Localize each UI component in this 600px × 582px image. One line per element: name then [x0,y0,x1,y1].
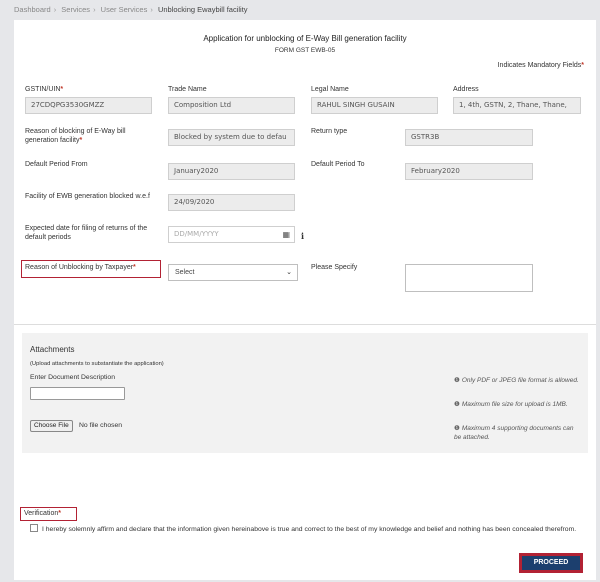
attachments-section [22,333,588,453]
please-specify-textarea[interactable] [405,264,533,292]
verification-label: Verification* [24,510,61,517]
breadcrumb-services[interactable]: Services [61,5,91,14]
return-type-field: GSTR3B [405,129,533,146]
please-specify-label: Please Specify [311,264,358,271]
default-from-field: January2020 [168,163,295,180]
proceed-button[interactable]: PROCEED [519,553,583,573]
calendar-icon[interactable]: ▦ [282,230,290,239]
trade-name-field: Composition Ltd [168,97,295,114]
document-description-label: Enter Document Description [30,374,115,381]
unblock-reason-select[interactable]: Select ⌄ [168,264,298,281]
breadcrumb-current: Unblocking Ewaybill facility [157,5,248,14]
address-label: Address [453,86,479,93]
blocked-wef-field: 24/09/2020 [168,194,295,211]
choose-file-button[interactable]: Choose File [30,420,73,432]
blocked-wef-label: Facility of EWB generation blocked w.e.f [25,193,150,200]
legal-name-field: RAHUL SINGH GUSAIN [311,97,438,114]
default-from-label: Default Period From [25,161,88,168]
breadcrumb-user-services[interactable]: User Services [100,5,148,14]
unblock-reason-label: Reason of Unblocking by Taxpayer* [25,264,136,271]
info-circle-icon: ❶ [454,401,460,408]
attachments-title: Attachments [30,345,75,354]
verification-text: I hereby solemnly affirm and declare that the information given hereinabove is true and correct to the best of my knowledge and belief and nothing has been concealed therefrom. [42,526,577,533]
address-field: 1, 4th, GSTN, 2, Thane, Thane, [453,97,581,114]
info-icon[interactable]: i [301,231,305,241]
info-circle-icon: ❶ [454,425,460,432]
attachments-subtitle: (Upload attachments to substantiate the application) [30,361,164,367]
breadcrumb: Dashboard › Services › User Services › Unblocking Ewaybill facility [14,5,248,14]
blocking-reason-field: Blocked by system due to defau [168,129,295,146]
gstin-field: 27CDQPG3530GMZZ [25,97,152,114]
document-description-input[interactable] [30,387,125,400]
page-title: Application for unblocking of E-Way Bill generation facility [203,34,407,43]
gstin-label: GSTIN/UIN* [25,86,64,93]
return-type-label: Return type [311,128,348,135]
info-circle-icon: ❶ [454,377,460,384]
mandatory-note: Indicates Mandatory Fields* [497,62,584,69]
expected-date-field[interactable]: DD/MM/YYYY ▦ [168,226,295,243]
trade-name-label: Trade Name [168,86,207,93]
section-divider [14,324,596,325]
blocking-reason-label: Reason of blocking of E-Way bill generation facility* [25,128,126,144]
default-to-label: Default Period To [311,161,365,168]
breadcrumb-dashboard[interactable]: Dashboard [14,5,51,14]
form-card [14,20,596,580]
note-file-format: ❶ Only PDF or JPEG file format is allowed. [454,377,579,384]
chevron-down-icon: ⌄ [286,269,292,276]
no-file-text: No file chosen [79,422,123,429]
default-to-field: February2020 [405,163,533,180]
form-subtitle: FORM GST EWB-05 [274,47,336,54]
expected-date-label: Expected date for filing of returns of the default periods [25,225,148,241]
note-file-size: ❶ Maximum file size for upload is 1MB. [454,401,568,408]
note-max-docs: ❶ Maximum 4 supporting documents can be attached. [454,425,574,441]
legal-name-label: Legal Name [311,86,349,93]
